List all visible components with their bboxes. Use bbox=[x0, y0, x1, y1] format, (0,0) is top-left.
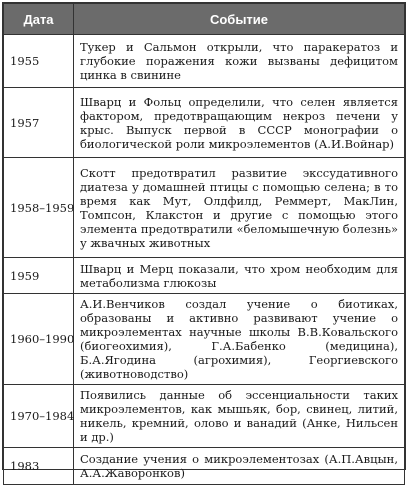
header-row bbox=[4, 4, 405, 35]
table-row bbox=[4, 88, 405, 158]
row-event: Шварц и Мерц показали, что хром необходим для метаболизма глюкозы bbox=[74, 258, 405, 294]
row-date: 1958–1959 bbox=[4, 158, 74, 258]
row-event: Появились данные об эссенциальности таких микроэлементов, как мышьяк, бор, свинец, литий, никель, кремний, олово и ванадий (Анке, Нильсен и др.) bbox=[74, 385, 405, 448]
row-event: Тукер и Сальмон открыли, что паракератоз и глубокие поражения кожи вызваны дефицитом цинка в свинине bbox=[74, 35, 405, 88]
history-table-container bbox=[2, 2, 406, 480]
row-date: 1960–1990 bbox=[4, 294, 74, 385]
row-event: Скотт предотвратил развитие экссудативного диатеза у домашней птицы с помощью селена; в то время как Мут, Олдфилд, Реммерт, МакЛин, Томпсон, Клакстон и другие с помощью этого элемента предотвратили «беломышечную болезнь» у жвачных животных bbox=[74, 158, 405, 258]
row-event: А.И.Венчиков создал учение о биотиках, образованы и активно развивают учение о микроэлементах научные школы В.В.Ковальского (биогеохимия), Г.А.Бабенко (медицина), Б.А.Ягодина (агрохимия), Георгиевского (животноводство) bbox=[74, 294, 405, 385]
row-date: 1983 bbox=[4, 448, 74, 485]
table-row bbox=[4, 448, 405, 485]
table-row bbox=[4, 35, 405, 88]
table-row bbox=[4, 258, 405, 294]
row-event: Создание учения о микроэлементозах (А.П.Авцын, А.А.Жаворонков) bbox=[74, 448, 405, 485]
table-body bbox=[4, 35, 405, 485]
row-event: Шварц и Фольц определили, что селен является фактором, предотвращающим некроз печени у крыс. Выпуск первой в СССР монографии о биологической роли микроэлементов (А.И.Войнар) bbox=[74, 88, 405, 158]
table-row bbox=[4, 294, 405, 385]
row-date: 1970–1984 bbox=[4, 385, 74, 448]
header-event: Событие bbox=[74, 4, 405, 35]
row-date: 1957 bbox=[4, 88, 74, 158]
table-header bbox=[4, 4, 405, 35]
table-row bbox=[4, 158, 405, 258]
header-date: Дата bbox=[4, 4, 74, 35]
table-row bbox=[4, 385, 405, 448]
row-date: 1959 bbox=[4, 258, 74, 294]
history-table bbox=[3, 3, 405, 485]
row-date: 1955 bbox=[4, 35, 74, 88]
